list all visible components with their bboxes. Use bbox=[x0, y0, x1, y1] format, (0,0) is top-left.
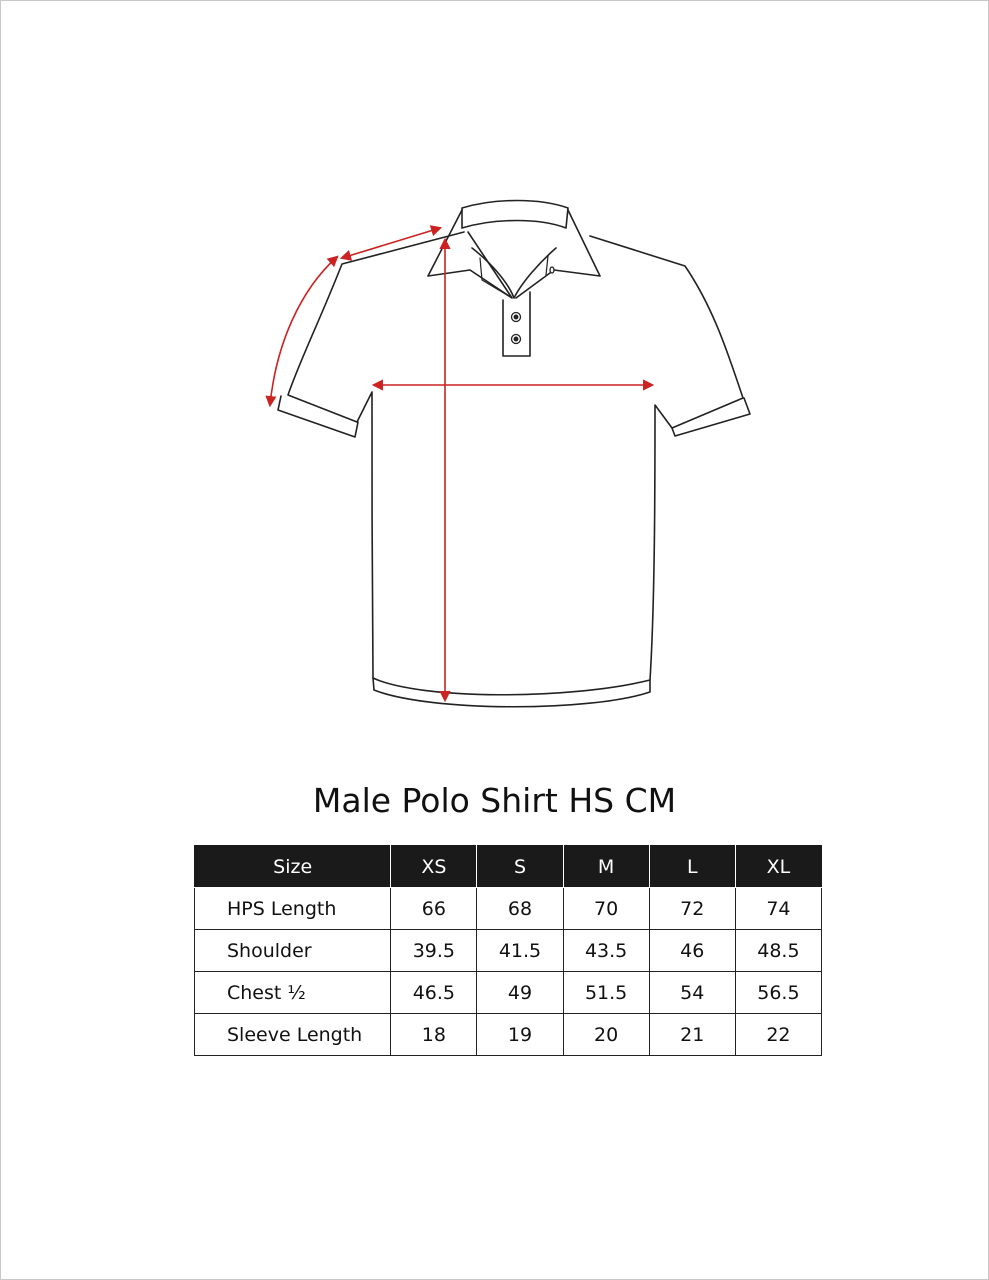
left-sleeve-cuff bbox=[278, 396, 358, 437]
table-cell: 19 bbox=[477, 1014, 563, 1056]
row-label: Sleeve Length bbox=[195, 1014, 391, 1056]
left-collar-flap bbox=[428, 210, 512, 298]
table-cell: 46 bbox=[649, 930, 735, 972]
header-xl: XL bbox=[735, 846, 821, 888]
header-size: Size bbox=[195, 846, 391, 888]
header-m: M bbox=[563, 846, 649, 888]
collar-button bbox=[550, 267, 554, 273]
right-sleeve-cuff bbox=[672, 398, 750, 436]
table-row bbox=[195, 972, 822, 1014]
table-cell: 74 bbox=[735, 888, 821, 930]
header-xs: XS bbox=[391, 846, 477, 888]
table-cell: 72 bbox=[649, 888, 735, 930]
size-table bbox=[194, 845, 822, 1056]
table-cell: 46.5 bbox=[391, 972, 477, 1014]
header-l: L bbox=[649, 846, 735, 888]
row-label: Chest ½ bbox=[195, 972, 391, 1014]
table-row bbox=[195, 888, 822, 930]
hem-band bbox=[373, 678, 650, 707]
right-collar-flap bbox=[516, 210, 600, 298]
header-s: S bbox=[477, 846, 563, 888]
table-cell: 18 bbox=[391, 1014, 477, 1056]
chart-title: Male Polo Shirt HS CM bbox=[312, 781, 677, 820]
shirt-body-outline bbox=[288, 232, 743, 695]
table-cell: 68 bbox=[477, 888, 563, 930]
table-cell: 48.5 bbox=[735, 930, 821, 972]
row-label: HPS Length bbox=[195, 888, 391, 930]
shoulder-measure-arrow bbox=[342, 228, 440, 258]
table-cell: 54 bbox=[649, 972, 735, 1014]
table-cell: 43.5 bbox=[563, 930, 649, 972]
placket bbox=[503, 292, 530, 356]
table-cell: 20 bbox=[563, 1014, 649, 1056]
row-label: Shoulder bbox=[195, 930, 391, 972]
table-cell: 41.5 bbox=[477, 930, 563, 972]
sleeve-length-measure-arrow bbox=[270, 257, 337, 405]
table-header-row bbox=[195, 846, 822, 888]
table-cell: 56.5 bbox=[735, 972, 821, 1014]
table-cell: 39.5 bbox=[391, 930, 477, 972]
table-cell: 66 bbox=[391, 888, 477, 930]
table-cell: 49 bbox=[477, 972, 563, 1014]
table-cell: 51.5 bbox=[563, 972, 649, 1014]
table-row bbox=[195, 930, 822, 972]
table-cell: 21 bbox=[649, 1014, 735, 1056]
table-cell: 70 bbox=[563, 888, 649, 930]
collar-band bbox=[462, 201, 568, 229]
table-cell: 22 bbox=[735, 1014, 821, 1056]
table-row bbox=[195, 1014, 822, 1056]
